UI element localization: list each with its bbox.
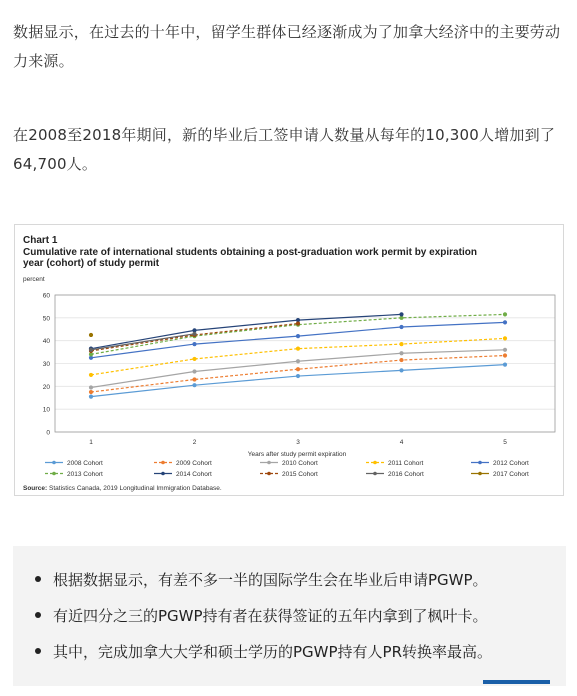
- data-point: [89, 395, 93, 399]
- data-point: [89, 333, 93, 337]
- key-point-text: 有近四分之三的PGWP持有者在获得签证的五年内拿到了枫叶卡。: [53, 607, 488, 625]
- data-point: [503, 312, 507, 316]
- bullet-icon: [35, 612, 41, 618]
- data-point: [192, 332, 196, 336]
- data-point: [89, 390, 93, 394]
- data-point: [503, 353, 507, 357]
- legend-item: [260, 460, 318, 467]
- legend-label: 2015 Cohort: [282, 471, 318, 478]
- data-point: [192, 377, 196, 381]
- legend-item: [471, 471, 529, 478]
- legend-swatch-marker: [267, 461, 271, 465]
- data-point: [399, 368, 403, 372]
- bullet-icon: [35, 576, 41, 582]
- legend-item: [471, 460, 529, 467]
- series-layer: [89, 312, 507, 398]
- x-tick-label: 3: [296, 439, 300, 446]
- y-tick-label: 30: [42, 361, 50, 368]
- y-tick-label: 10: [42, 406, 50, 414]
- legend-swatch-marker: [267, 472, 271, 476]
- line-chart: [15, 225, 563, 495]
- legend-swatch-marker: [161, 461, 165, 465]
- statistics-paragraph: 在2008至2018年期间，新的毕业后工签申请人数量从每年的10,300人增加到了64,700人。: [13, 126, 556, 173]
- key-point-item: [35, 640, 492, 664]
- source-text: Statistics Canada, 2019 Longitudinal Immigration Database.: [47, 485, 222, 492]
- legend-label: 2014 Cohort: [176, 471, 212, 478]
- legend-label: 2009 Cohort: [176, 460, 212, 467]
- data-point: [89, 348, 93, 352]
- y-tick-label: 20: [42, 383, 50, 391]
- chart-title-line1: Cumulative rate of international students obtaining a post-graduation work permit by expiration: [23, 247, 477, 258]
- x-axis-label: Years after study permit expiration: [247, 451, 347, 458]
- bullet-icon: [35, 648, 41, 654]
- legend-label: 2013 Cohort: [67, 471, 103, 478]
- key-point-item: [35, 568, 488, 592]
- data-point: [399, 325, 403, 329]
- legend-item: [154, 471, 212, 478]
- x-tick-label: 5: [503, 439, 507, 446]
- legend-item: [154, 460, 212, 467]
- data-point: [296, 347, 300, 351]
- data-point: [296, 367, 300, 371]
- legend-swatch-marker: [52, 461, 56, 465]
- legend-item: [366, 460, 423, 467]
- key-point-text: 根据数据显示，有差不多一半的国际学生会在毕业后申请PGWP。: [53, 571, 488, 589]
- series-line: [91, 334, 195, 350]
- data-point: [503, 336, 507, 340]
- legend-item: [45, 460, 103, 467]
- legend-item: [260, 471, 318, 478]
- legend-swatch-marker: [478, 461, 482, 465]
- key-point-item: [35, 604, 488, 628]
- legend-label: 2011 Cohort: [388, 460, 424, 467]
- legend-swatch-marker: [373, 472, 377, 476]
- x-tick-label: 2: [192, 439, 197, 446]
- data-point: [89, 373, 93, 377]
- data-point: [192, 369, 196, 373]
- data-point: [89, 385, 93, 389]
- accent-bar: [483, 680, 550, 684]
- legend-item: [366, 471, 424, 478]
- chart-figure: [14, 224, 564, 496]
- chart-title-line2: year (cohort) of study permit: [23, 258, 160, 269]
- legend-label: 2017 Cohort: [493, 471, 529, 478]
- legend-item: [45, 471, 103, 478]
- intro-paragraph: 数据显示，在过去的十年中，留学生群体已经逐渐成为了加拿大经济中的主要劳动力来源。: [13, 23, 561, 70]
- legend-swatch-marker: [52, 472, 56, 476]
- source-label: Source:: [23, 485, 48, 492]
- data-point: [192, 383, 196, 387]
- legend-label: 2012 Cohort: [493, 460, 529, 467]
- data-point: [399, 351, 403, 355]
- legend-label: 2010 Cohort: [282, 460, 318, 467]
- legend-label: 2016 Cohort: [388, 471, 424, 478]
- series-2017-cohort: [89, 333, 93, 337]
- data-point: [296, 359, 300, 363]
- y-tick-label: 60: [42, 292, 50, 300]
- y-tick-label: 0: [46, 429, 50, 437]
- data-point: [399, 342, 403, 346]
- data-point: [503, 363, 507, 367]
- data-point: [192, 342, 196, 346]
- data-point: [296, 321, 300, 325]
- legend: [45, 460, 529, 478]
- y-tick-label: 40: [42, 338, 50, 346]
- legend-swatch-marker: [478, 472, 482, 476]
- chart-label: Chart 1: [23, 235, 58, 246]
- data-point: [399, 312, 403, 316]
- x-tick-label: 1: [89, 439, 93, 446]
- legend-swatch-marker: [161, 472, 165, 476]
- y-axis-label: percent: [23, 276, 45, 283]
- key-points-box: [13, 546, 566, 686]
- series-2016-cohort: [89, 332, 197, 352]
- data-point: [296, 334, 300, 338]
- x-tick-label: 4: [399, 439, 404, 446]
- data-point: [296, 374, 300, 378]
- legend-swatch-marker: [373, 461, 377, 465]
- data-point: [192, 357, 196, 361]
- data-point: [399, 358, 403, 362]
- data-point: [503, 348, 507, 352]
- source-note: [23, 485, 222, 492]
- legend-label: 2008 Cohort: [67, 460, 103, 467]
- data-point: [503, 320, 507, 324]
- y-tick-label: 50: [42, 315, 50, 323]
- key-point-text: 其中，完成加拿大大学和硕士学历的PGWP持有人PR转换率最高。: [53, 643, 493, 661]
